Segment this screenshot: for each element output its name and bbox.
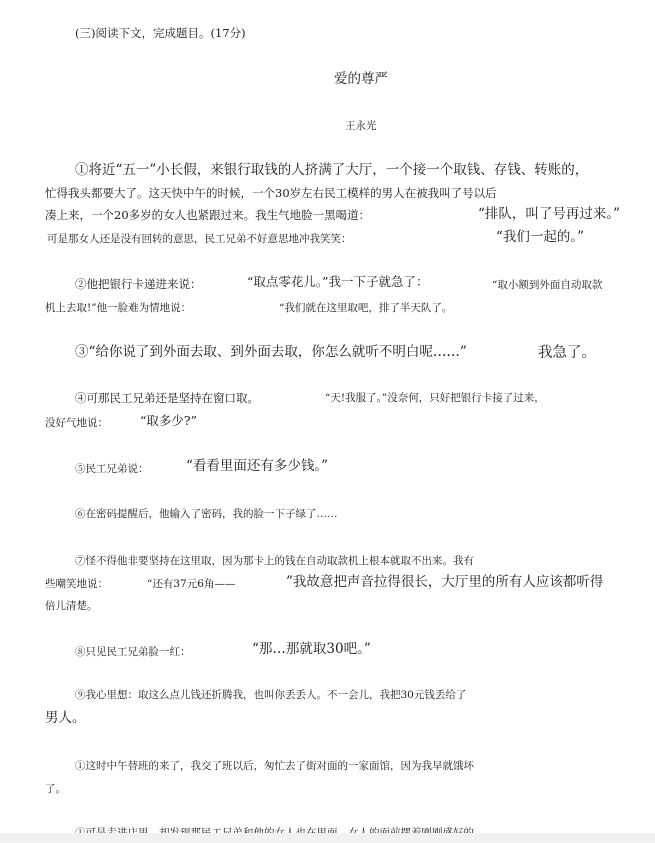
paragraph-line: 忙得我头都要大了。这天快中午的时候，一个30岁左右民工模样的男人在被我叫了号以后	[45, 186, 497, 200]
paragraph-line: ①这时中午替班的来了，我交了班以后，匆忙去了街对面的一家面馆，因为我早就饿坏	[75, 760, 474, 772]
paragraph-line: ③“给你说了到外面去取、到外面去取，你怎么就听不明白呢……”	[75, 344, 467, 360]
paragraph-line: ⑨我心里想：取这么点儿钱还折腾我，也叫你丢丢人。不一会儿，我把30元钱丢给了	[75, 689, 467, 701]
paragraph-line: 可是那女人还是没有回转的意思，民工兄弟不好意思地冲我笑笑：	[47, 233, 352, 245]
paragraph-quote: “我们就在这里取吧，排了半天队了。	[279, 302, 453, 314]
paragraph-quote: “那…那就取30吧。”	[252, 641, 371, 657]
paragraph-line: ②他把银行卡递进来说：	[75, 277, 202, 291]
paragraph-quote: “取小额到外面自动取款	[492, 279, 603, 291]
page-bottom-edge	[0, 833, 655, 843]
paragraph-line: 机上去取!”他一脸难为情地说：	[45, 302, 192, 314]
paragraph-line: ⑤民工兄弟说：	[75, 463, 149, 475]
paragraph-quote: “看看里面还有多少钱。”	[186, 458, 329, 474]
paragraph-quote: “取多少?”	[140, 413, 197, 428]
paragraph-quote: “天!我服了。”没奈何，只好把银行卡接了过来，	[325, 392, 545, 404]
paragraph-line: 了。	[45, 783, 66, 795]
paragraph-line: 我急了。	[538, 345, 596, 361]
paragraph-line: ⑥在密码提醒后，他输入了密码，我的脸一下子绿了……	[75, 508, 338, 520]
paragraph-line: 男人。	[45, 710, 86, 726]
paragraph-quote: “还有37元6角——	[147, 578, 236, 590]
article-title: 爱的尊严	[334, 71, 388, 87]
paragraph-quote: “排队，叫了号再过来。”	[478, 206, 621, 222]
paragraph-line: ④可那民工兄弟还是坚持在窗口取。	[75, 391, 259, 405]
paragraph-line: ⑧只见民工兄弟脸一红：	[75, 646, 191, 658]
paragraph-line: ⑦怪不得他非要坚持在这里取，因为那卡上的钱在自动取款机上根本就取不出来。我有	[75, 555, 474, 567]
paragraph-line: 凑上来，一个20多岁的女人也紧跟过来。我生气地脸一黑喝道：	[45, 208, 371, 222]
paragraph-line: 倍儿清楚。	[45, 600, 98, 612]
paragraph-line: ①将近“五一”小长假，来银行取钱的人挤满了大厅，一个接一个取钱、存钱、转账的，	[75, 162, 589, 178]
paragraph-line: ”我故意把声音拉得很长，大厅里的所有人应该都听得	[286, 574, 604, 590]
paragraph-line: 些嘲笑地说：	[45, 578, 108, 590]
paragraph-quote: “取点零花儿。”我一下子就急了：	[247, 274, 429, 289]
paragraph-line: 没好气地说：	[45, 417, 108, 429]
paragraph-quote: “我们一起的。”	[496, 229, 585, 245]
article-author: 王永光	[345, 120, 377, 132]
section-heading: (三)阅读下文，完成题目。(17分)	[75, 26, 246, 40]
